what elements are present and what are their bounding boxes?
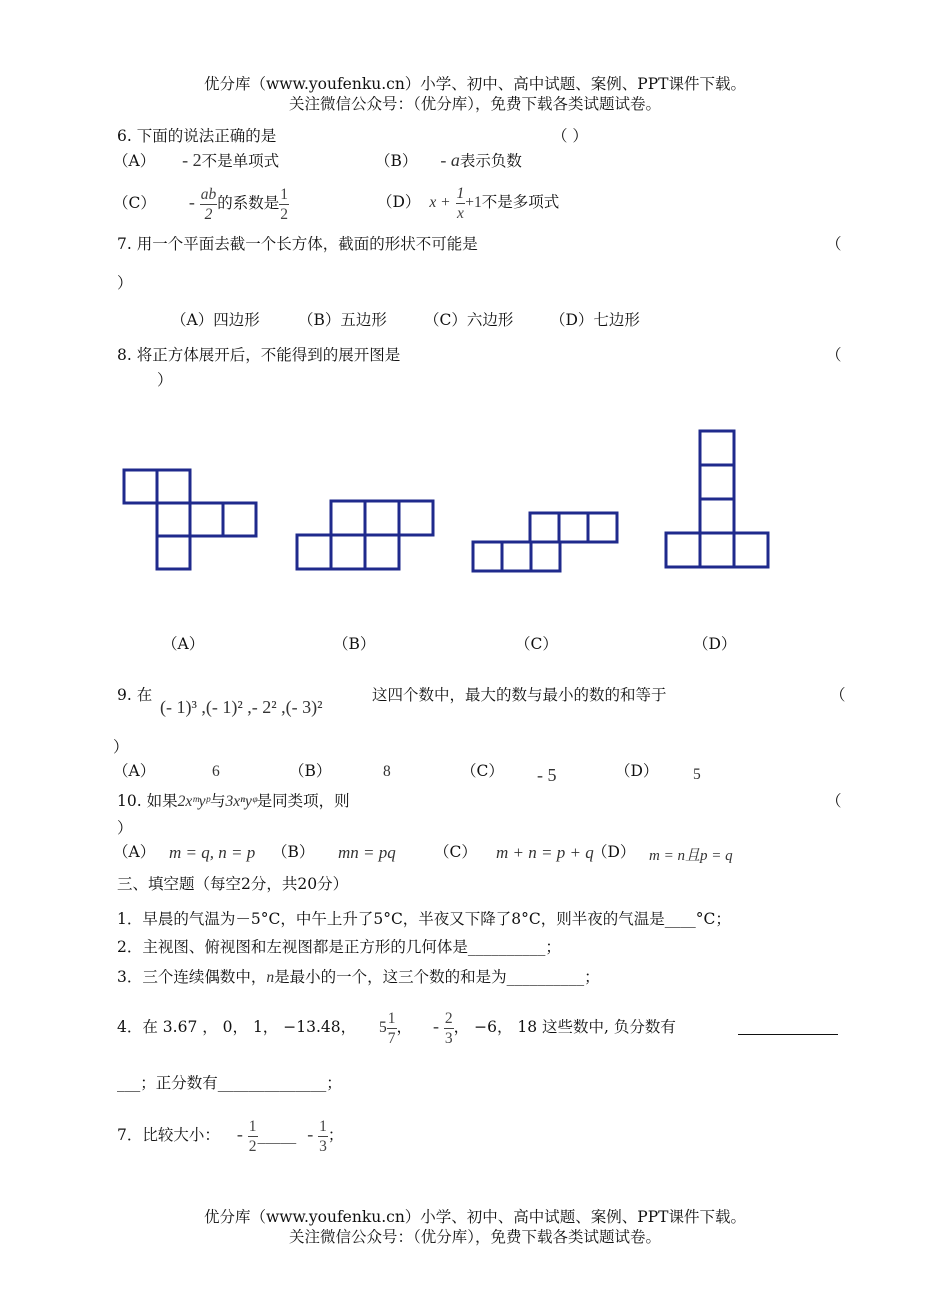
q10-stem-suffix: 是同类项，则 xyxy=(256,792,350,810)
q7-option-a: （A）四边形 xyxy=(171,311,260,329)
q6-c-text: 的系数是 xyxy=(217,194,280,212)
q6-b-label: （B） xyxy=(375,152,418,170)
net-b xyxy=(297,501,433,569)
q10-c-label: （C） xyxy=(434,843,477,861)
q6-c-frac1: $\frac{ab}{2}$ xyxy=(200,185,217,223)
q6-d-label: （D） xyxy=(377,193,421,211)
net-d xyxy=(666,431,768,567)
cube-net-diagrams xyxy=(0,420,950,620)
footer-line2: 关注微信公众号：（优分库），免费下载各类试题试卷。 xyxy=(288,1228,661,1246)
fill-item-4-blank-negative[interactable] xyxy=(738,1018,838,1035)
q8-label-c: （C） xyxy=(515,635,558,653)
q10-b-label: （B） xyxy=(272,843,315,861)
q6-option-c xyxy=(113,182,289,224)
q9-paren-close: ） xyxy=(113,738,129,756)
fill-item-7-blank[interactable]: _____ xyxy=(257,1126,297,1144)
q6-paren: （ ） xyxy=(552,127,588,145)
q6-a-text: 不是单项式 xyxy=(201,152,280,170)
fill-item-2: 2．主视图、俯视图和左视图都是正方形的几何体是__________； xyxy=(117,938,561,956)
q10-paren-open: （ xyxy=(826,792,842,810)
footer-line1: 优分库（www.youfenku.cn）小学、初中、高中试题、案例、PPT课件下载。 xyxy=(203,1208,747,1226)
q6-c-minus: - xyxy=(188,192,195,212)
q10-term1: 2xᵐyᵖ xyxy=(177,793,210,810)
net-a xyxy=(124,470,256,569)
fill-item-4-sep: ， xyxy=(396,1018,413,1036)
fill-item-4-suffix: ， −6， 18 这些数中, 负分数有 xyxy=(453,1018,676,1036)
q8-label-d: （D） xyxy=(693,635,737,653)
q10-stem-prefix: 10. 如果 xyxy=(117,792,178,810)
fill-item-4-frac1: $\frac{1}{7}$ xyxy=(387,1009,396,1047)
q7-paren-close: ） xyxy=(117,274,133,292)
q6-a-label: （A） xyxy=(113,152,156,170)
fill-item-3-suffix: 是最小的一个，这三个数的和是为__________； xyxy=(274,968,600,986)
q9-d-value: 5 xyxy=(693,766,701,783)
q10-term2: 3xⁿyᵠ xyxy=(225,793,257,810)
fill-item-7-minus1: - xyxy=(236,1124,243,1144)
section3-title: 三、填空题（每空2分，共20分） xyxy=(117,875,349,893)
q10-d-value: m = n且p = q xyxy=(649,848,733,864)
q8-label-b: （B） xyxy=(333,635,376,653)
q9-a-value: 6 xyxy=(212,763,220,780)
fill-item-4-prefix: 4．在 3.67 ， 0， 1， −13.48， xyxy=(117,1018,357,1036)
q10-a-label: （A） xyxy=(113,843,156,861)
q7-stem: 7. 用一个平面去截一个长方体，截面的形状不可能是 xyxy=(117,235,478,253)
q6-c-label: （C） xyxy=(113,194,156,212)
q6-b-math: - a xyxy=(440,150,460,170)
q6-option-b xyxy=(375,150,522,171)
fill-item-7-frac1: $\frac{1}{2}$ xyxy=(248,1117,257,1155)
q10-d-label: （D） xyxy=(592,843,636,861)
q9-stem-suffix: 这四个数中，最大的数与最小的数的和等于 xyxy=(372,686,667,704)
header-line1: 优分库（www.youfenku.cn）小学、初中、高中试题、案例、PPT课件下载。 xyxy=(203,75,747,93)
fill-item-7-frac2: $\frac{1}{3}$ xyxy=(319,1117,327,1155)
q6-option-d xyxy=(377,182,559,223)
fill-item-7 xyxy=(117,1114,343,1156)
fill-item-4-frac2: $\frac{2}{3}$ xyxy=(444,1009,453,1047)
q6-b-text: 表示负数 xyxy=(459,152,522,170)
q9-b-label: （B） xyxy=(289,762,332,780)
q6-c-frac2: $\frac{1}{2}$ xyxy=(280,185,289,223)
q10-b-value: mn = pq xyxy=(338,843,396,862)
q7-option-c: （C）六边形 xyxy=(424,311,514,329)
q9-a-label: （A） xyxy=(113,762,156,780)
q9-stem-prefix: 9. 在 xyxy=(117,686,153,704)
q9-c-label: （C） xyxy=(461,762,504,780)
fill-item-4 xyxy=(117,1006,676,1048)
q6-a-math: - 2 xyxy=(182,150,202,170)
q6-d-x: x + xyxy=(429,194,451,211)
fill-item-7-minus2: - xyxy=(307,1124,314,1144)
q7-option-b: （B）五边形 xyxy=(298,311,387,329)
q7-option-d: （D）七边形 xyxy=(550,311,640,329)
q6-d-frac: $\frac{1}{x}$ xyxy=(456,184,465,222)
header-line2: 关注微信公众号：（优分库），免费下载各类试题试卷。 xyxy=(288,95,661,113)
q9-expression: (- 1)³ ,(- 1)² ,- 2² ,(- 3)² xyxy=(160,697,323,717)
fill-item-4-minus: - xyxy=(432,1016,439,1036)
q6-d-text: 不是多项式 xyxy=(481,193,560,211)
net-c xyxy=(473,513,617,571)
q10-c-value: m + n = p + q xyxy=(496,843,594,862)
fill-item-3-prefix: 3．三个连续偶数中， xyxy=(117,968,267,986)
q10-stem xyxy=(117,791,350,812)
q10-mid: 与 xyxy=(209,792,226,810)
q8-stem: 8. 将正方体展开后，不能得到的展开图是 xyxy=(117,346,401,364)
q6-d-plus: +1 xyxy=(465,194,482,211)
q7-paren-open: （ xyxy=(826,235,842,253)
q10-paren-close: ） xyxy=(117,819,133,837)
q10-a-value: m = q, n = p xyxy=(169,843,256,862)
q8-paren-close: ） xyxy=(157,371,173,389)
q6-option-a xyxy=(113,150,279,171)
q8-label-a: （A） xyxy=(162,635,205,653)
q9-c-value: - 5 xyxy=(537,765,557,785)
q9-d-label: （D） xyxy=(615,762,659,780)
fill-item-4-whole: 5 xyxy=(379,1019,387,1036)
q6-stem: 6. 下面的说法正确的是 xyxy=(117,127,277,145)
fill-item-7-prefix: 7．比较大小： xyxy=(117,1126,220,1144)
fill-item-4-line2: ___；正分数有______________； xyxy=(117,1074,342,1092)
fill-item-3 xyxy=(117,967,600,988)
q9-b-value: 8 xyxy=(383,763,391,780)
fill-item-1: 1．早晨的气温为－5°C，中午上升了5°C，半夜又下降了8°C，则半夜的气温是____°C； xyxy=(117,910,731,928)
q8-paren-open: （ xyxy=(826,346,842,364)
q9-paren-open: （ xyxy=(830,686,846,704)
fill-item-3-var: n xyxy=(266,969,275,986)
fill-item-7-suffix: ； xyxy=(327,1126,344,1144)
